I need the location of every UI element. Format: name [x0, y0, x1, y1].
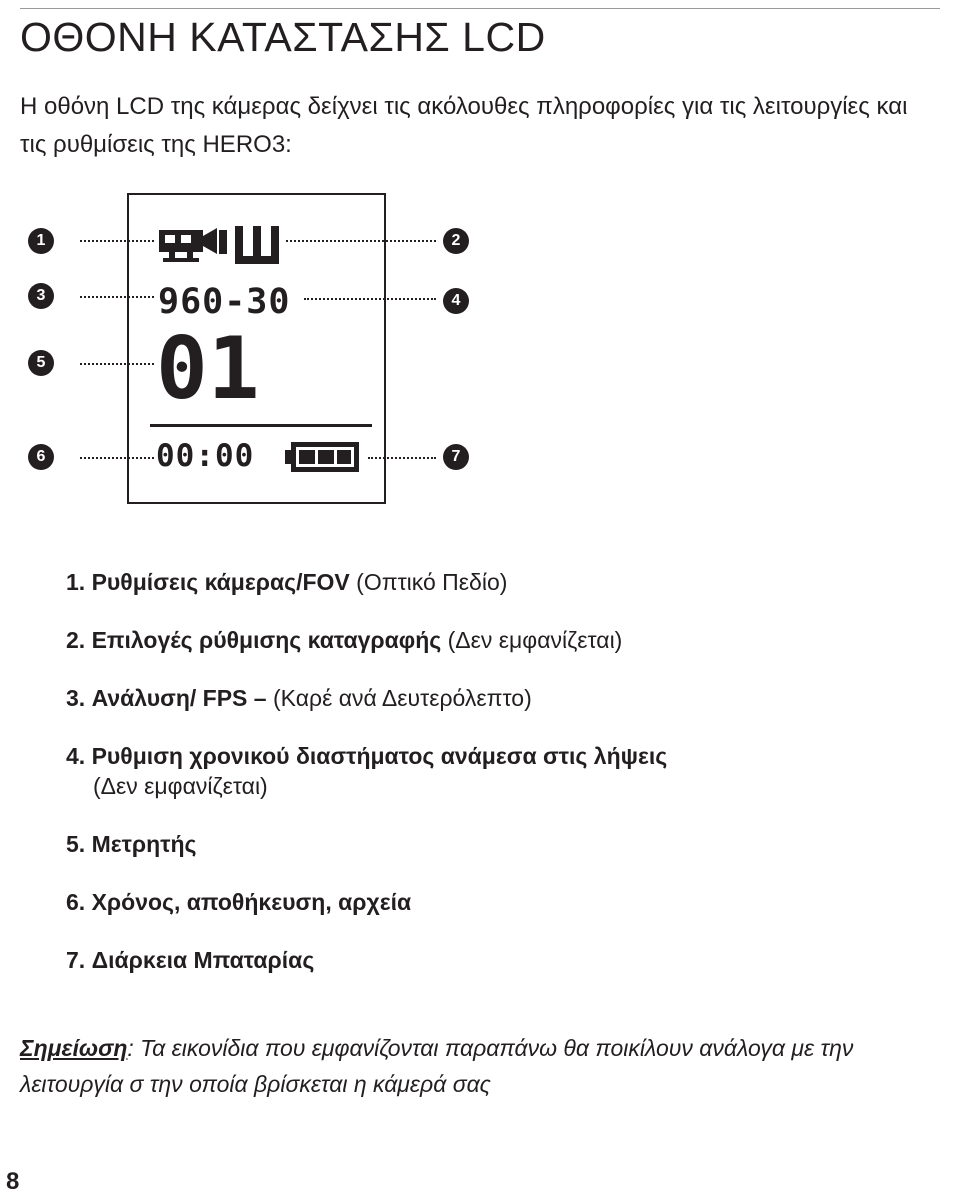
list-item: 7. Διάρκεια Μπαταρίας: [66, 947, 315, 973]
lcd-diagram: [0, 180, 960, 520]
callout-2: 2: [443, 228, 469, 254]
list-item: 5. Μετρητής: [66, 831, 197, 857]
lcd-time: 00:00: [156, 438, 255, 474]
callout-1: 1: [28, 228, 54, 254]
note-paragraph: [20, 1030, 940, 1102]
intro-paragraph: Η οθόνη LCD της κάμερας δείχνει τις ακόλουθες πληροφορίες για τις λειτουργίες και τις ρυθμίσεις της HERO3:: [20, 93, 908, 158]
note-text: : Τα εικονίδια που εμφανίζονται παραπάνω θα ποικίλουν ανάλογα με την λειτουργία σ την οποία βρίσκεται η κάμερά σας: [20, 1035, 854, 1097]
note-label: Σημείωση: [20, 1035, 128, 1061]
leader-6: [80, 457, 154, 459]
battery-icon: [283, 440, 363, 474]
list-item: 6. Χρόνος, αποθήκευση, αρχεία: [66, 889, 412, 915]
leader-1: [80, 240, 154, 242]
page-title: ΟΘΟΝΗ ΚΑΤΑΣΤΑΣΗΣ LCD: [20, 14, 546, 60]
leader-5: [80, 363, 154, 365]
video-camera-icon: [157, 224, 229, 264]
callout-4: 4: [443, 288, 469, 314]
leader-2: [286, 240, 436, 242]
callout-6: 6: [28, 444, 54, 470]
callout-7: 7: [443, 444, 469, 470]
legend-list: [66, 567, 946, 1003]
list-item: 2. Επιλογές ρύθμισης καταγραφής (Δεν εμφανίζεται): [66, 627, 623, 653]
list-item: 4. Ρυθμιση χρονικού διαστήματος ανάμεσα στις λήψεις (Δεν εμφανίζεται): [66, 743, 668, 799]
top-rule: [20, 8, 940, 9]
leader-3: [80, 296, 154, 298]
leader-7: [368, 457, 436, 459]
leader-4: [304, 298, 436, 300]
list-item: 3. Ανάλυση/ FPS – (Καρέ ανά Δευτερόλεπτο): [66, 685, 532, 711]
page-number: 8: [6, 1168, 20, 1195]
callout-5: 5: [28, 350, 54, 376]
lcd-counter: 01: [156, 319, 260, 419]
lcd-resolution: 960-30: [158, 282, 291, 322]
fov-wide-icon: [233, 224, 281, 266]
lcd-divider: [150, 424, 372, 427]
list-item: 1. Ρυθμίσεις κάμερας/FOV (Οπτικό Πεδίο): [66, 569, 508, 595]
callout-3: 3: [28, 283, 54, 309]
